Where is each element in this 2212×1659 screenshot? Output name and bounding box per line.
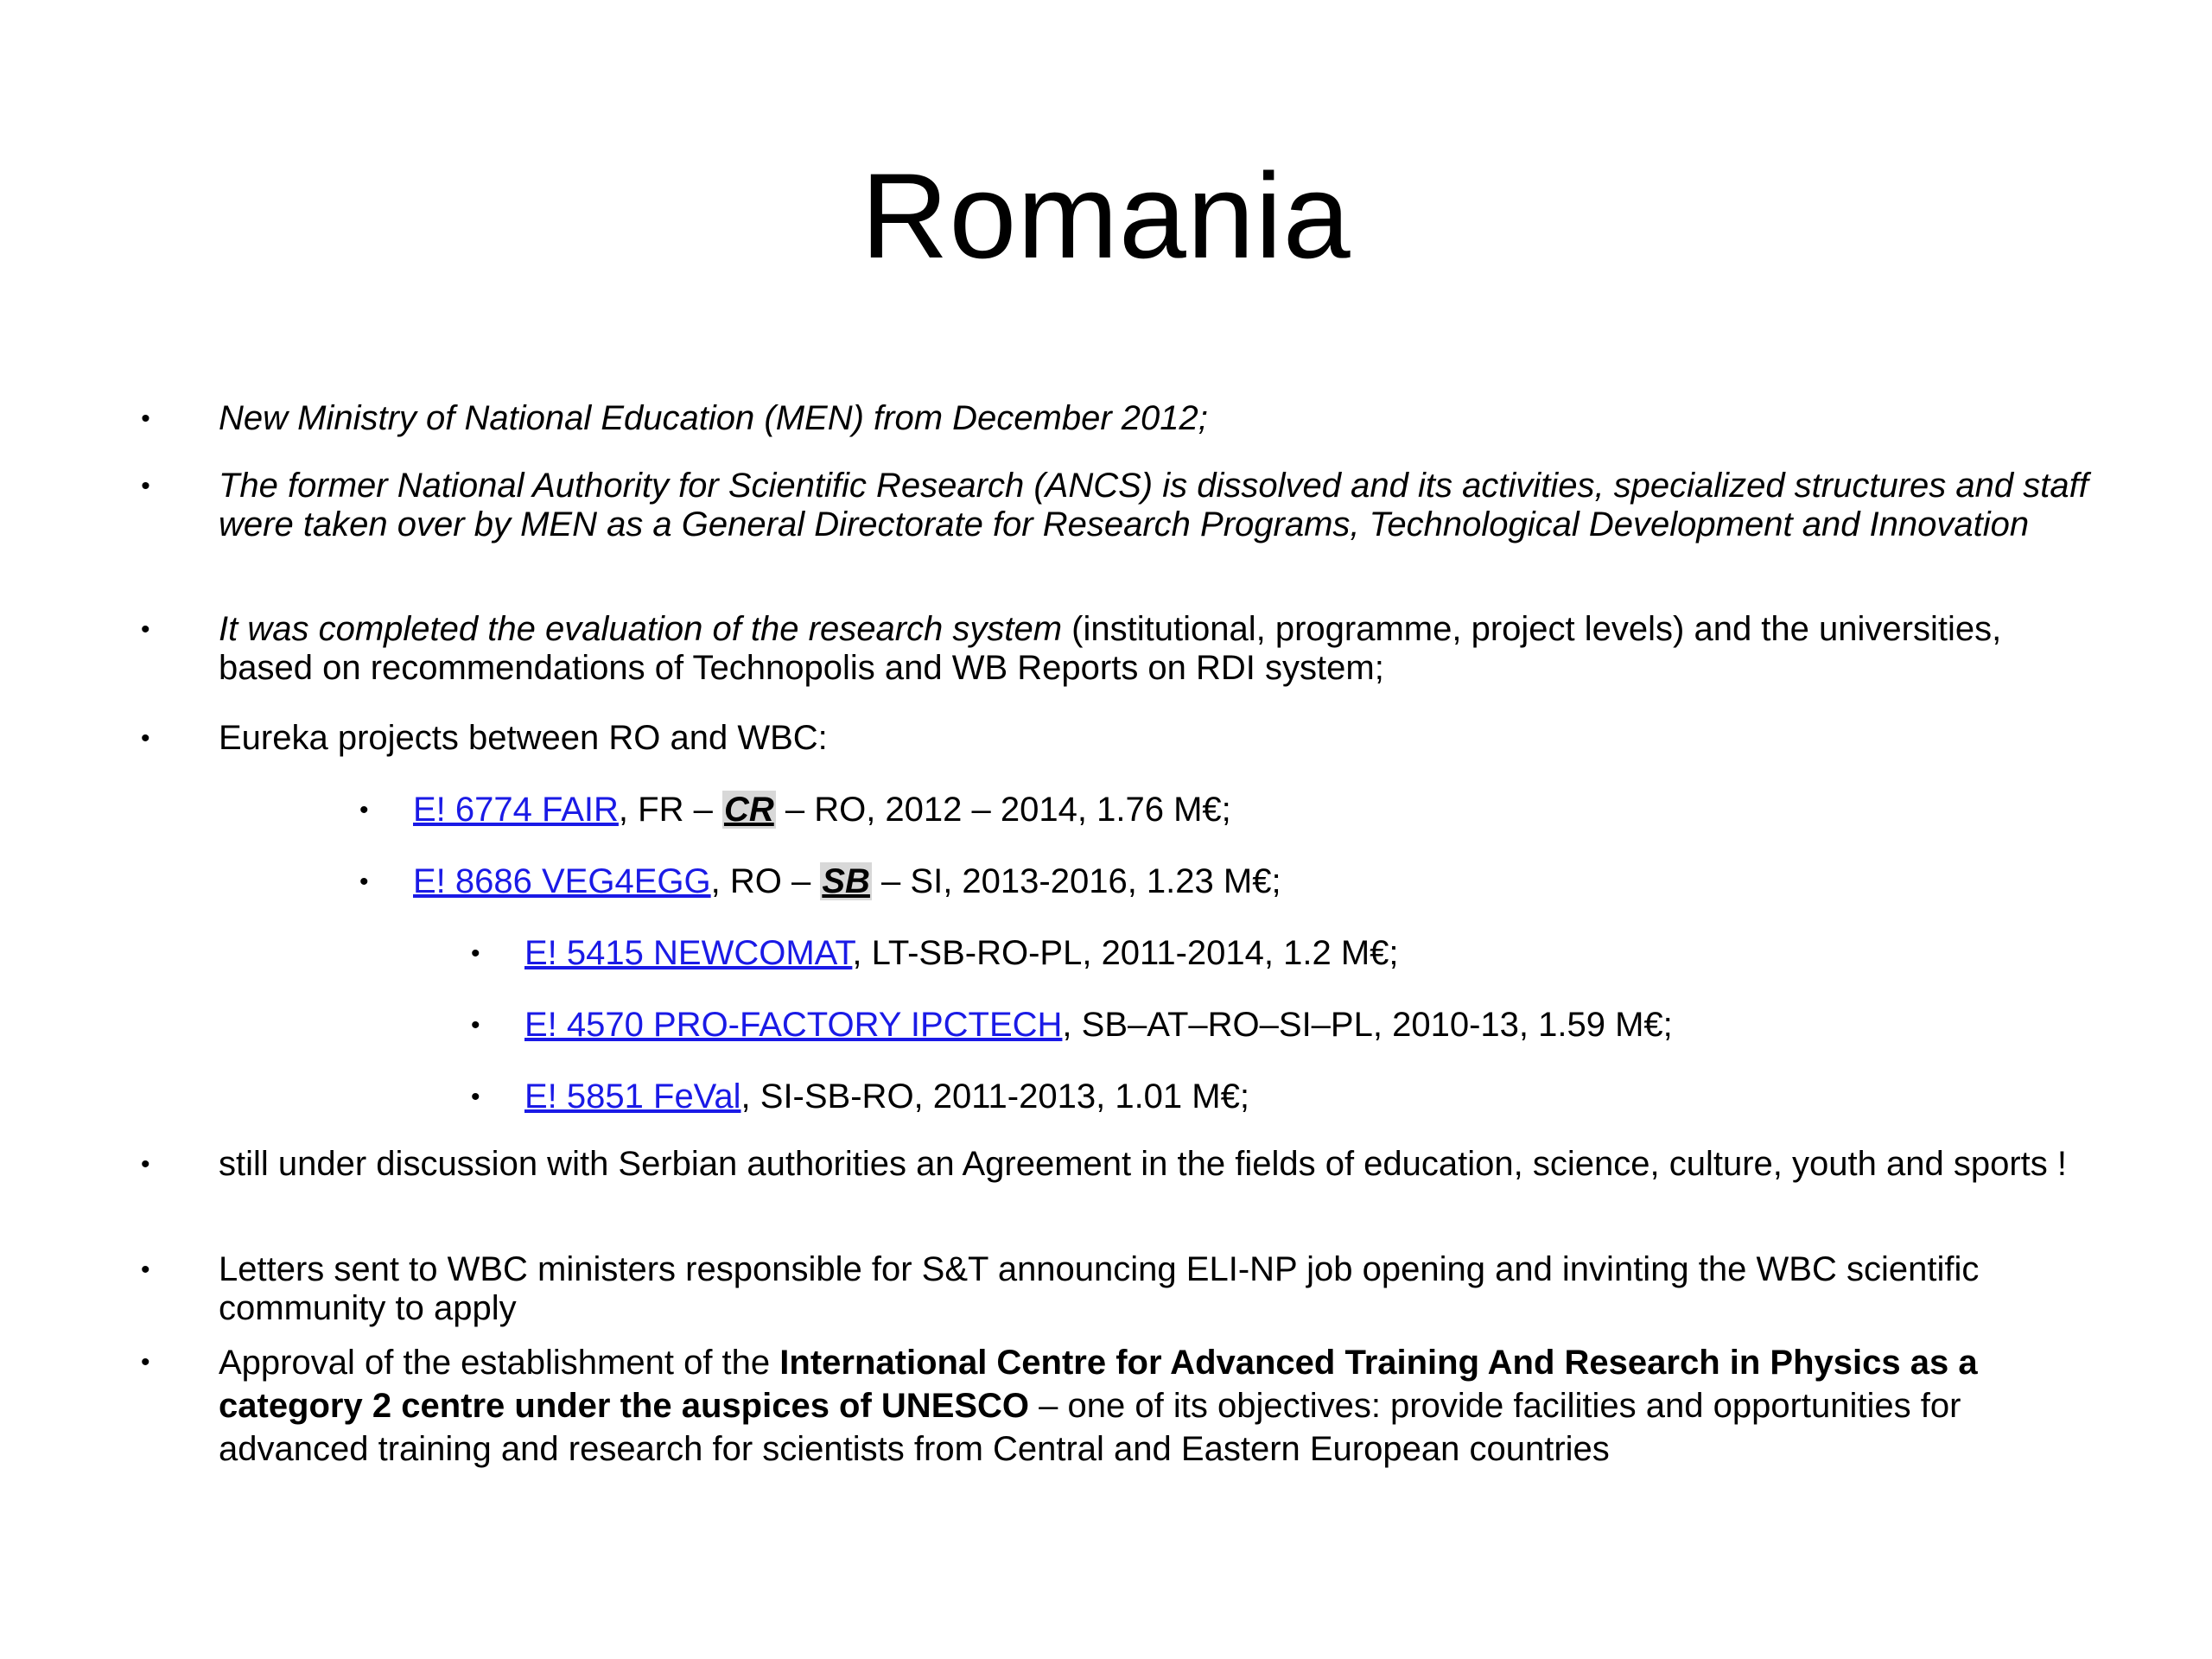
project-item: • E! 8686 VEG4EGG, RO – SB – SI, 2013-2016, 1.23 M€; — [359, 862, 1281, 900]
project-link-feval[interactable]: E! 5851 FeVal — [524, 1077, 741, 1116]
bullet-dot: • — [359, 796, 369, 824]
bullet-dot: • — [471, 939, 480, 968]
slide-title: Romania — [861, 148, 1351, 283]
project-link-veg4egg[interactable]: E! 8686 VEG4EGG — [413, 862, 711, 900]
bullet-ancs: • The former National Authority for Scientific Research (ANCS) is dissolved and its activities, specialized structures and staff were taken over by MEN as a General Directorate for Research Programs, Technological Development and Innovation — [141, 467, 2088, 543]
project-link-newcomat[interactable]: E! 5415 NEWCOMAT — [524, 934, 853, 972]
bullet-dot: • — [471, 1083, 480, 1111]
bullet-evaluation: • It was completed the evaluation of the research system (institutional, programme, project levels) and the universities, based on recommendations of Technopolis and WB Reports on RDI system; — [141, 610, 2002, 687]
project-link-fair[interactable]: E! 6774 FAIR — [413, 791, 619, 829]
bullet-unesco: • Approval of the establishment of the International Centre for Advanced Training And Research in Physics as a category 2 centre under the auspices of UNESCO – one of its objectives: provide facilities and opportunities for advanced training and research for scientists from Central and Eastern European countries — [219, 1341, 2102, 1471]
bullet-dot: • — [359, 868, 369, 896]
bullet-ministry: • New Ministry of National Education (MEN) from December 2012; — [141, 399, 1208, 437]
project-item: • E! 4570 PRO-FACTORY IPCTECH, SB–AT–RO–SI–PL, 2010-13, 1.59 M€; — [471, 1006, 1673, 1044]
project-item: • E! 5851 FeVal, SI-SB-RO, 2011-2013, 1.01 M€; — [471, 1077, 1249, 1116]
bullet-serbian-agreement: • still under discussion with Serbian authorities an Agreement in the fields of education, science, culture, youth and sports ! — [141, 1145, 2067, 1183]
project-item: • E! 5415 NEWCOMAT, LT-SB-RO-PL, 2011-2014, 1.2 M€; — [471, 934, 1399, 972]
bullet-dot: • — [141, 1255, 150, 1284]
bullet-eureka: • Eureka projects between RO and WBC: — [141, 719, 828, 757]
bullet-dot: • — [141, 615, 150, 644]
bullet-dot: • — [141, 472, 150, 500]
bullet-dot: • — [141, 404, 150, 433]
bullet-dot: • — [141, 724, 150, 753]
project-link-pro-factory[interactable]: E! 4570 PRO-FACTORY IPCTECH — [524, 1006, 1063, 1044]
project-item: • E! 6774 FAIR, FR – CR – RO, 2012 – 2014, 1.76 M€; — [359, 791, 1231, 829]
bullet-dot: • — [471, 1011, 480, 1039]
bullet-dot: • — [141, 1150, 150, 1179]
bullet-dot: • — [141, 1348, 150, 1376]
bullet-letters: • Letters sent to WBC ministers responsible for S&T announcing ELI-NP job opening and invinting the WBC scientific community to apply — [141, 1250, 1980, 1327]
